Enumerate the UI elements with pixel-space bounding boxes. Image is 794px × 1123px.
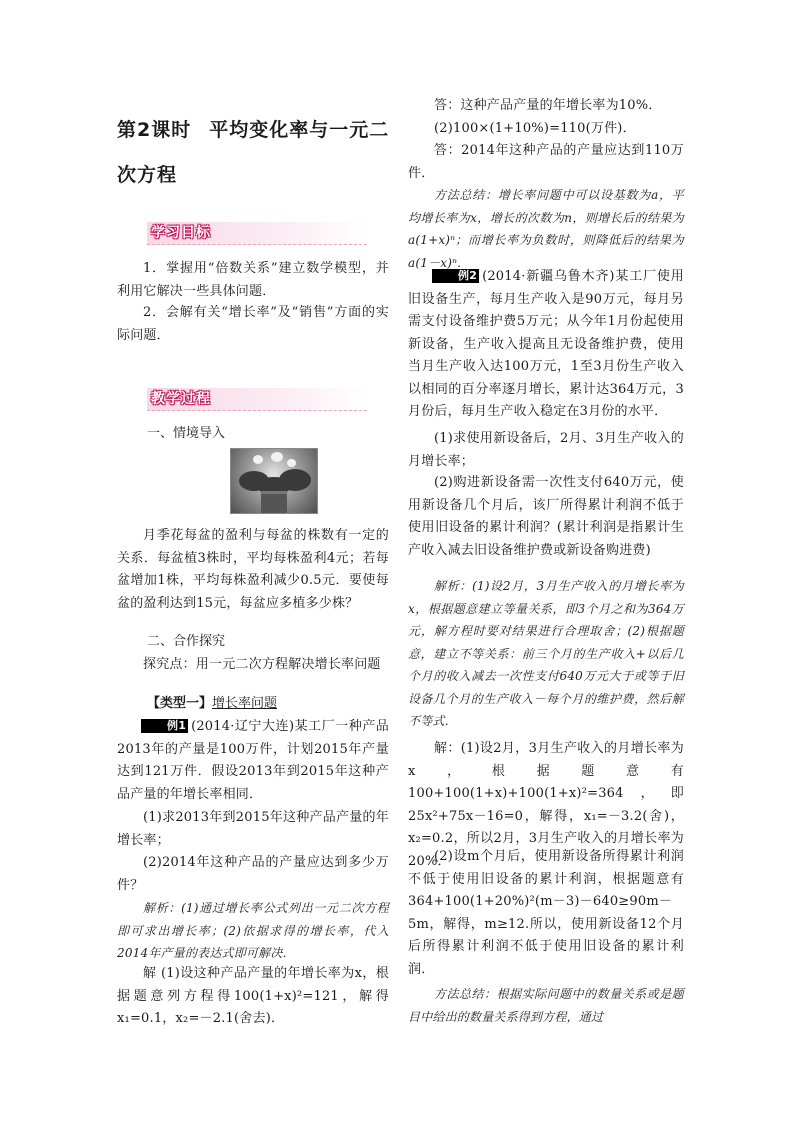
title-lesson: 第2课时	[117, 119, 192, 141]
example-1-text	[117, 716, 389, 806]
type-one-label	[147, 693, 277, 715]
example-2-analysis: 解析：(1)设2月，3月生产收入的月增长率为x，根据题意建立等量关系，即3个月之和为364万元，解方程时要对结果进行合理取舍；(2)根据题意，建立不等关系：前三个月的生产收入+以后几个月的收入减去一次性支付640万元大于或等于旧设备几个月的生产收入－每个月的维护费，然后解不等式．	[408, 579, 684, 728]
example-1-body: (2014·辽宁大连)某工厂一种产品2013年的产量是100万件，计划2015年产量达到121万件．假设2013年到2015年这种产品产量的年增长率相同．	[117, 719, 389, 802]
example-1-answer-2: 答：2014年这种产品的产量应达到110万件．	[408, 143, 684, 181]
example-1-analysis: 解析：(1)通过增长率公式列出一元二次方程即可求出增长率；(2)依据求得的增长率，代入2014年产量的表达式即可解决．	[117, 901, 389, 960]
page-title	[117, 108, 392, 198]
example-1-q2: (2)2014年这种产品的产量应达到多少万件？	[117, 855, 389, 893]
example-2-badge: 例2	[432, 269, 479, 283]
example-2-solution-2: (2)设m个月后，使用新设备所得累计利润不低于使用旧设备的累计利润，根据题意有364+100(1+20%)²(m－3)－640≥90m－5m，解得，m≥12.所以，使用新设备12个月后所得累计利润不低于使用旧设备的累计利润．	[408, 849, 684, 977]
example-2-body: (2014·新疆乌鲁木齐)某工厂使用旧设备生产，每月生产收入是90万元，每月另需支付设备维护费5万元；从今年1月份起使用新设备，生产收入提高且无设备维护费，使用当月生产收入达100万元，1至3月份生产收入以相同的百分率逐月增长，累计达364万元，3月份后，每月生产收入稳定在3月份的水平．	[408, 269, 684, 419]
example-1-solution-2: (2)100×(1+10%)=110(万件)．	[434, 121, 636, 136]
title-topic-cont: 次方程	[117, 164, 178, 186]
process-banner	[147, 388, 367, 411]
example-2-solution-1: 解：(1)设2月，3月生产收入的月增长率为x，根据题意有100+100(1+x)+100(1+x)²=364，即25x²+75x－16=0，解得，x₁=－3.2(舍)，x₂=0.2，所以2月，3月生产收入的月增长率为20%．	[408, 741, 684, 869]
section-intro-heading: 一、情境导入	[147, 426, 226, 441]
probe-point: 探究点：用一元二次方程解决增长率问题	[143, 657, 381, 672]
method-summary-2: 方法总结：根据实际问题中的数量关系或是题目中给出的数量关系得到方程，通过	[408, 987, 684, 1024]
example-1-answer-1: 答：这种产品产量的年增长率为10%．	[434, 98, 662, 113]
example-1-solution: 解 (1)设这种产品产量的年增长率为x，根据题意列方程得100(1+x)²=121，解得x₁=0.1，x₂=－2.1(舍去)．	[117, 966, 389, 1026]
objective-1: 1．掌握用“倍数关系”建立数学模型，并利用它解决一些具体问题．	[117, 261, 389, 299]
type-tag: 【类型一】	[147, 696, 213, 711]
example-1-q1: (1)求2013年到2015年这种产品产量的年增长率；	[117, 810, 389, 848]
objectives-banner-label: 学习目标	[151, 225, 211, 241]
method-summary-1: 方法总结：增长率问题中可以设基数为a，平均增长率为x，增长的次数为n，则增长后的结果为a(1+x)ⁿ；而增长率为负数时，则降低后的结果为a(1－x)ⁿ．	[408, 188, 684, 270]
objective-2: 2．会解有关“增长率”及“销售”方面的实际问题．	[117, 305, 389, 343]
example-2-q2: (2)购进新设备需一次性支付640万元，使用新设备几个月后，该厂所得累计利润不低于使用旧设备的累计利润？(累计利润是指累计生产收入减去旧设备维护费或新设备购进费)	[408, 475, 684, 558]
type-name: 增长率问题	[212, 696, 278, 711]
example-2-q1: (1)求使用新设备后，2月、3月生产收入的月增长率；	[408, 431, 684, 469]
example-2-text	[408, 266, 684, 424]
flower-pot-photo	[230, 448, 318, 514]
title-topic: 平均变化率与一元二	[209, 119, 390, 141]
section-explore-heading: 二、合作探究	[147, 634, 226, 649]
objectives-banner	[147, 222, 367, 245]
process-banner-label: 教学过程	[151, 391, 211, 407]
example-1-badge: 例1	[141, 719, 188, 733]
intro-text: 月季花每盆的盈利与每盆的株数有一定的关系．每盆植3株时，平均每株盈利4元；若每盆增加1株，平均每株盈利减少0.5元．要使每盆的盈利达到15元，每盆应多植多少株？	[117, 528, 389, 611]
